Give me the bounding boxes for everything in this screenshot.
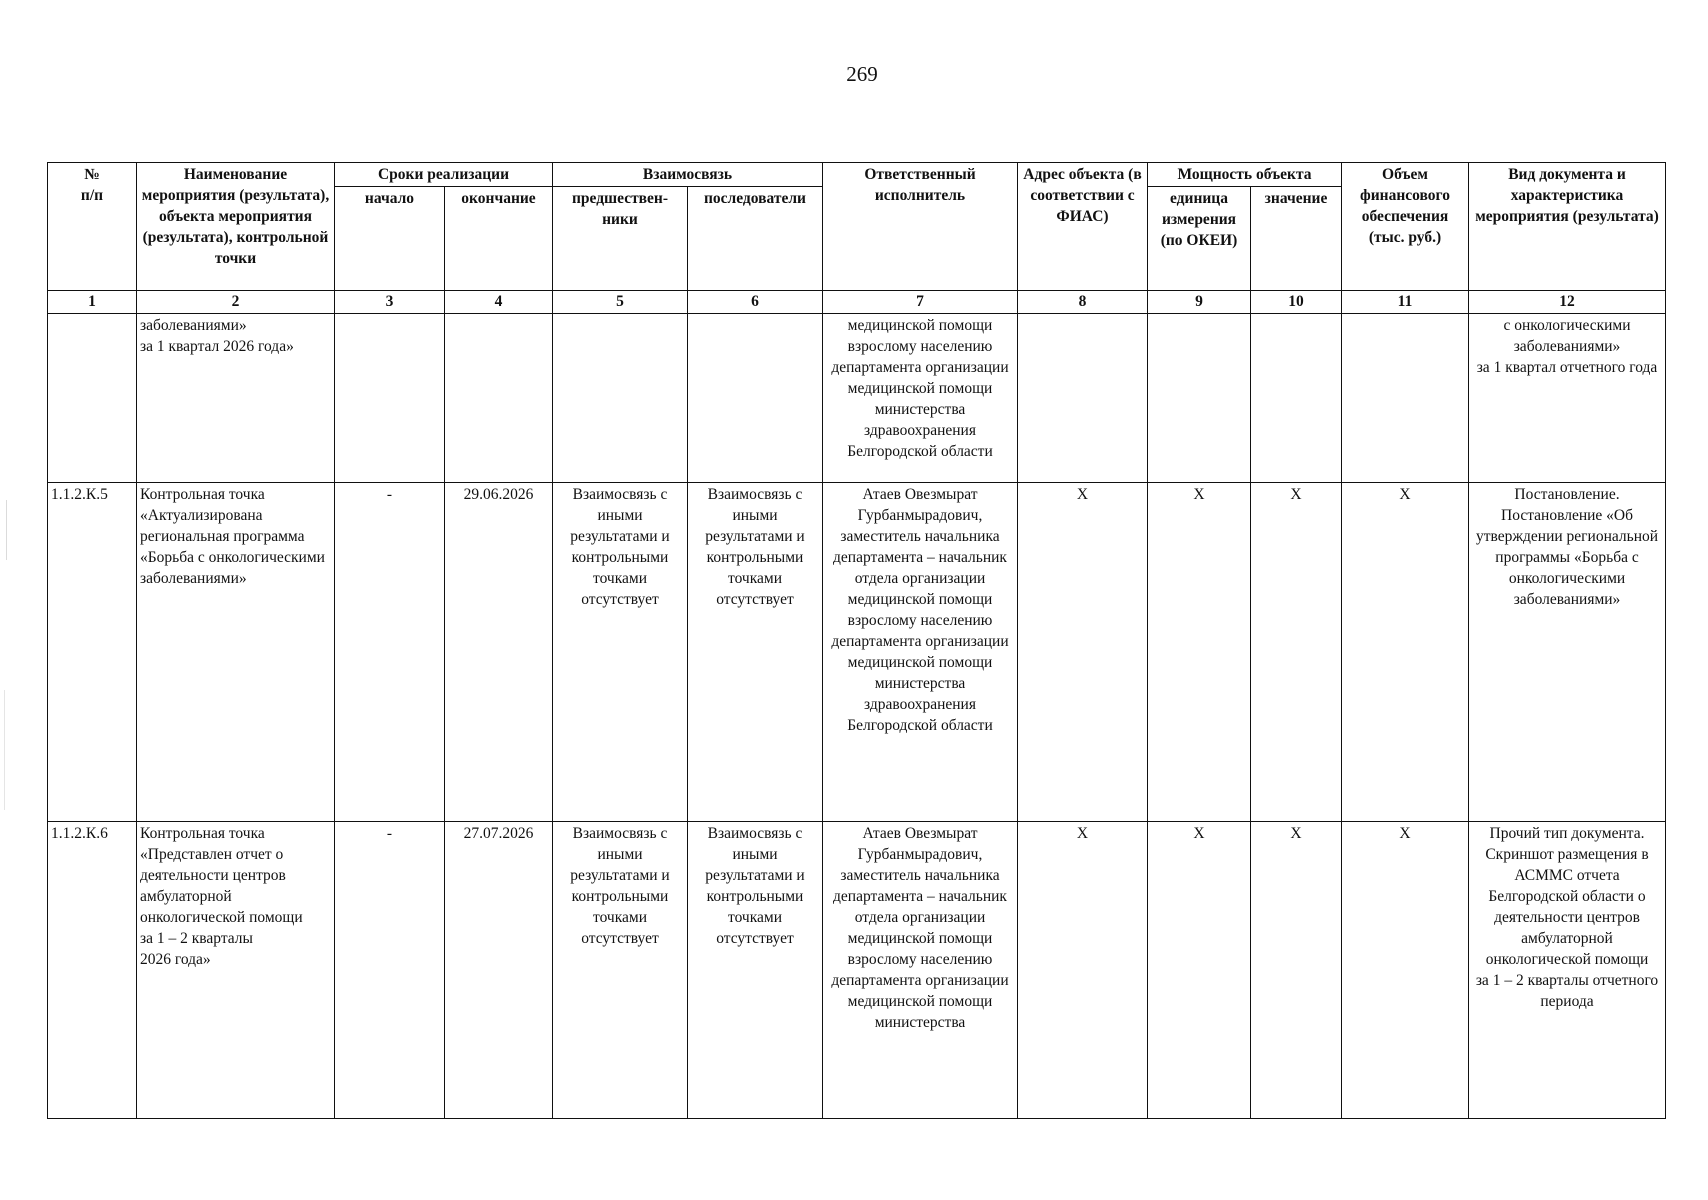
cell-responsible: Атаев Овезмырат Гурбанмырадович, заместитель начальника департамента – начальник отдела организации медицинской помощи взрослому населению департамента организации медицинской помощи министерства xyxy=(823,821,1018,1118)
cell-unit xyxy=(1148,314,1251,483)
cell-name: заболеваниями» за 1 квартал 2026 года» xyxy=(137,314,335,483)
cell-finance xyxy=(1342,314,1469,483)
header-successors: последователи xyxy=(688,187,823,291)
table-row xyxy=(48,821,1666,1118)
cell-successors: Взаимосвязь с иными результатами и контрольными точками отсутствует xyxy=(688,482,823,821)
cell-value xyxy=(1251,314,1342,483)
cell-end: 27.07.2026 xyxy=(445,821,553,1118)
column-number: 9 xyxy=(1148,291,1251,314)
cell-address xyxy=(1018,314,1148,483)
cell-end: 29.06.2026 xyxy=(445,482,553,821)
cell-finance: Х xyxy=(1342,482,1469,821)
column-number: 11 xyxy=(1342,291,1469,314)
cell-responsible: медицинской помощи взрослому населению департамента организации медицинской помощи министерства здравоохранения Белгородской области xyxy=(823,314,1018,483)
scan-artifact xyxy=(6,500,7,560)
cell-num: 1.1.2.К.5 xyxy=(48,482,137,821)
column-number: 7 xyxy=(823,291,1018,314)
cell-doc: Постановление. Постановление «Об утверждении региональной программы «Борьба с онкологическими заболеваниями» xyxy=(1469,482,1666,821)
header-value: значение xyxy=(1251,187,1342,291)
events-table xyxy=(47,162,1666,1119)
cell-address: Х xyxy=(1018,821,1148,1118)
page-number: 269 xyxy=(846,62,878,86)
cell-unit: Х xyxy=(1148,821,1251,1118)
header-num: № п/п xyxy=(48,163,137,291)
cell-start xyxy=(335,314,445,483)
column-number: 4 xyxy=(445,291,553,314)
cell-successors: Взаимосвязь с иными результатами и контрольными точками отсутствует xyxy=(688,821,823,1118)
header-terms: Сроки реализации xyxy=(335,163,553,187)
cell-predecessors: Взаимосвязь с иными результатами и контрольными точками отсутствует xyxy=(553,821,688,1118)
header-finance: Объем финансового обеспечения (тыс. руб.) xyxy=(1342,163,1469,291)
header-predecessors: предшествен- ники xyxy=(553,187,688,291)
cell-doc: с онкологическими заболеваниями» за 1 квартал отчетного года xyxy=(1469,314,1666,483)
cell-value: Х xyxy=(1251,482,1342,821)
cell-start: - xyxy=(335,482,445,821)
table-row xyxy=(48,314,1666,483)
cell-predecessors: Взаимосвязь с иными результатами и контрольными точками отсутствует xyxy=(553,482,688,821)
cell-address: Х xyxy=(1018,482,1148,821)
header-start: начало xyxy=(335,187,445,291)
cell-unit: Х xyxy=(1148,482,1251,821)
table-row xyxy=(48,482,1666,821)
header-doc-type: Вид документа и характеристика мероприятия (результата) xyxy=(1469,163,1666,291)
cell-end xyxy=(445,314,553,483)
scan-artifact xyxy=(4,690,5,810)
column-number: 12 xyxy=(1469,291,1666,314)
cell-name: Контрольная точка «Представлен отчет о деятельности центров амбулаторной онкологической помощи за 1 – 2 кварталы 2026 года» xyxy=(137,821,335,1118)
cell-finance: Х xyxy=(1342,821,1469,1118)
header-capacity: Мощность объекта xyxy=(1148,163,1342,187)
column-number-row xyxy=(48,291,1666,314)
header-name: Наименование мероприятия (результата), объекта мероприятия (результата), контрольной точки xyxy=(137,163,335,291)
column-number: 8 xyxy=(1018,291,1148,314)
cell-start: - xyxy=(335,821,445,1118)
cell-successors xyxy=(688,314,823,483)
cell-num xyxy=(48,314,137,483)
column-number: 6 xyxy=(688,291,823,314)
cell-predecessors xyxy=(553,314,688,483)
cell-value: Х xyxy=(1251,821,1342,1118)
cell-responsible: Атаев Овезмырат Гурбанмырадович, заместитель начальника департамента – начальник отдела организации медицинской помощи взрослому населению департамента организации медицинской помощи министерства здравоохранения Белгородской области xyxy=(823,482,1018,821)
column-number: 5 xyxy=(553,291,688,314)
column-number: 2 xyxy=(137,291,335,314)
header-responsible: Ответственный исполнитель xyxy=(823,163,1018,291)
header-end: окончание xyxy=(445,187,553,291)
column-number: 3 xyxy=(335,291,445,314)
cell-doc: Прочий тип документа. Скриншот размещения в АСММС отчета Белгородской области о деятельности центров амбулаторной онкологической помощи за 1 – 2 кварталы отчетного периода xyxy=(1469,821,1666,1118)
header-unit: единица измерения (по ОКЕИ) xyxy=(1148,187,1251,291)
header-relation: Взаимосвязь xyxy=(553,163,823,187)
header-address: Адрес объекта (в соответствии с ФИАС) xyxy=(1018,163,1148,291)
column-number: 10 xyxy=(1251,291,1342,314)
cell-name: Контрольная точка «Актуализирована региональная программа «Борьба с онкологическими заболеваниями» xyxy=(137,482,335,821)
column-number: 1 xyxy=(48,291,137,314)
cell-num: 1.1.2.К.6 xyxy=(48,821,137,1118)
